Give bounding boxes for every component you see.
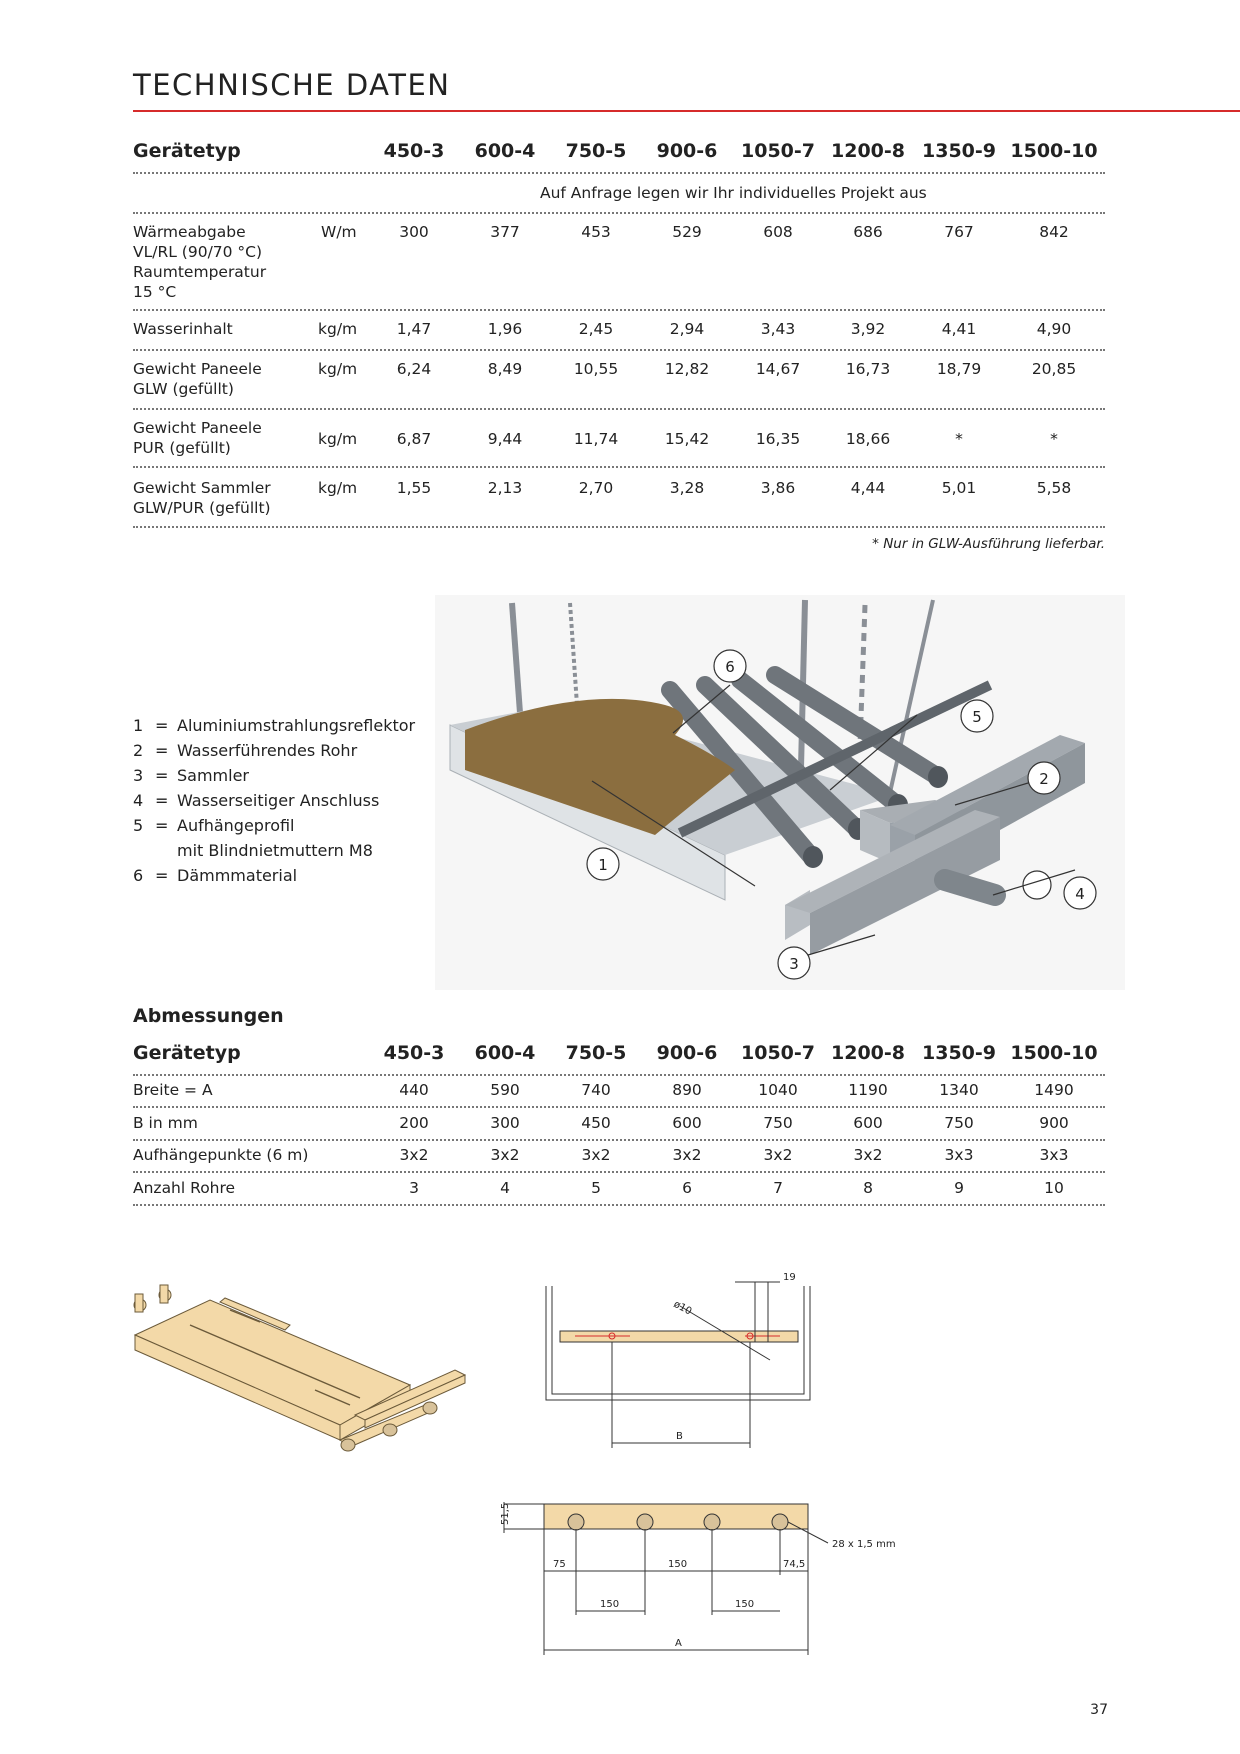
- cell: 3x2: [581, 1146, 611, 1164]
- type-col: 600-4: [474, 1042, 536, 1064]
- cell: 4,44: [850, 479, 886, 497]
- row-label: Gewicht Paneele PUR (gefüllt): [133, 419, 262, 457]
- cell: 2,45: [578, 320, 614, 338]
- type-col: 900-6: [656, 1042, 718, 1064]
- type-col: 1350-9: [922, 140, 996, 162]
- footnote: * Nur in GLW-Ausführung lieferbar.: [872, 536, 1105, 552]
- panel-illustration: [435, 595, 1125, 990]
- cell: 608: [763, 223, 793, 241]
- cell: 600: [672, 1114, 702, 1132]
- cell: 16,73: [845, 360, 891, 378]
- type-col: 450-3: [383, 140, 445, 162]
- divider: [133, 1204, 1105, 1206]
- cell: 9: [954, 1179, 964, 1197]
- cell: 529: [672, 223, 702, 241]
- cell: 740: [581, 1081, 611, 1099]
- cell: 900: [1039, 1114, 1069, 1132]
- cell: 3x2: [763, 1146, 793, 1164]
- diameter-label: ø10: [671, 1298, 694, 1318]
- cell: 6,24: [396, 360, 432, 378]
- cell: 18,79: [936, 360, 982, 378]
- row-label: Gewicht Paneele GLW (gefüllt): [133, 360, 262, 398]
- dim-150-right-label: 150: [735, 1599, 755, 1610]
- cell: *: [1050, 430, 1058, 448]
- header-label: Gerätetyp: [133, 140, 241, 162]
- type-col: 900-6: [656, 140, 718, 162]
- cell: 686: [853, 223, 883, 241]
- cell: 3x2: [853, 1146, 883, 1164]
- type-col: 750-5: [565, 1042, 627, 1064]
- cell: 5,58: [1036, 479, 1072, 497]
- cell: 11,74: [573, 430, 619, 448]
- page-title: TECHNISCHE DATEN: [133, 68, 451, 102]
- cell: 14,67: [755, 360, 801, 378]
- divider: [133, 349, 1105, 351]
- row-unit: W/m: [321, 223, 357, 241]
- type-col: 1350-9: [922, 1042, 996, 1064]
- row-label: Gewicht Sammler GLW/PUR (gefüllt): [133, 479, 271, 517]
- callout-1: 1: [598, 856, 608, 874]
- cell: 1,55: [396, 479, 432, 497]
- cell: 1,96: [487, 320, 523, 338]
- row-label: B in mm: [133, 1114, 198, 1132]
- cell: 200: [399, 1114, 429, 1132]
- cell: 590: [490, 1081, 520, 1099]
- cell: 2,70: [578, 479, 614, 497]
- cell: 453: [581, 223, 611, 241]
- divider: [133, 1139, 1105, 1141]
- cell: 3: [409, 1179, 419, 1197]
- panel-isometric-drawing: [130, 1280, 470, 1460]
- cell: 16,35: [755, 430, 801, 448]
- cell: 750: [763, 1114, 793, 1132]
- dim-74-5-label: 74,5: [783, 1559, 806, 1570]
- cell: 842: [1039, 223, 1069, 241]
- cell: 5: [591, 1179, 601, 1197]
- cell: 7: [773, 1179, 783, 1197]
- cell: 750: [944, 1114, 974, 1132]
- cell: 450: [581, 1114, 611, 1132]
- row-label: Wärmeabgabe VL/RL (90/70 °C) Raumtemperatur 15 °C: [133, 223, 267, 301]
- type-col: 750-5: [565, 140, 627, 162]
- type-col: 600-4: [474, 140, 536, 162]
- row-label: Aufhängepunkte (6 m): [133, 1146, 309, 1164]
- cell: 8: [863, 1179, 873, 1197]
- cell: 3x3: [1039, 1146, 1069, 1164]
- cell: 1190: [848, 1081, 888, 1099]
- cell: 1490: [1034, 1081, 1074, 1099]
- callout-6: 6: [725, 658, 735, 676]
- dim-150-left-label: 150: [600, 1599, 620, 1610]
- dim-a-label: A: [675, 1638, 682, 1649]
- cell: 2,94: [669, 320, 705, 338]
- row-unit: kg/m: [318, 320, 358, 338]
- type-col: 1200-8: [831, 1042, 905, 1064]
- callout-5: 5: [972, 708, 982, 726]
- dim-150-label: 150: [668, 1559, 688, 1570]
- cell: 3x2: [672, 1146, 702, 1164]
- cell: 3,92: [850, 320, 886, 338]
- cell: 3x2: [490, 1146, 520, 1164]
- dim-75-label: 75: [553, 1559, 566, 1570]
- row-label: Anzahl Rohre: [133, 1179, 236, 1197]
- callout-3: 3: [789, 955, 799, 973]
- cell: 4,41: [941, 320, 977, 338]
- page-number: 37: [1090, 1702, 1108, 1718]
- cell: 300: [399, 223, 429, 241]
- type-col: 1050-7: [741, 140, 815, 162]
- cell: 2,13: [487, 479, 523, 497]
- divider: [133, 466, 1105, 468]
- cell: 4: [500, 1179, 510, 1197]
- callout-2: 2: [1039, 770, 1049, 788]
- callout-4: 4: [1075, 885, 1085, 903]
- cell: 6: [682, 1179, 692, 1197]
- title-rule: [133, 110, 1240, 112]
- divider: [133, 1171, 1105, 1173]
- cell: 1340: [939, 1081, 979, 1099]
- cell: 8,49: [487, 360, 523, 378]
- divider: [133, 172, 1105, 174]
- top-view-drawing: [540, 1268, 840, 1458]
- cell: 5,01: [941, 479, 977, 497]
- type-col: 1050-7: [741, 1042, 815, 1064]
- divider: [133, 1074, 1105, 1076]
- cell: 767: [944, 223, 974, 241]
- cell: 12,82: [664, 360, 710, 378]
- cell: 9,44: [487, 430, 523, 448]
- cell: 890: [672, 1081, 702, 1099]
- cell: 10,55: [573, 360, 619, 378]
- divider: [133, 408, 1105, 410]
- type-col: 1200-8: [831, 140, 905, 162]
- cell: 3,86: [760, 479, 796, 497]
- height-label: 51,5: [500, 1502, 511, 1525]
- cell: 18,66: [845, 430, 891, 448]
- cell: 3x2: [399, 1146, 429, 1164]
- row-label: Wasserinhalt: [133, 320, 233, 338]
- cell: 440: [399, 1081, 429, 1099]
- cell: 3,43: [760, 320, 796, 338]
- divider: [133, 526, 1105, 528]
- divider: [133, 309, 1105, 311]
- cell: 1040: [758, 1081, 798, 1099]
- dim-b-label: B: [676, 1431, 683, 1442]
- divider: [133, 212, 1105, 214]
- header-label: Gerätetyp: [133, 1042, 241, 1064]
- cell: 377: [490, 223, 520, 241]
- cell: 300: [490, 1114, 520, 1132]
- project-note: Auf Anfrage legen wir Ihr individuelles Projekt aus: [540, 184, 927, 202]
- row-unit: kg/m: [318, 360, 358, 378]
- dim-19-label: 19: [783, 1272, 796, 1283]
- type-col: 1500-10: [1010, 140, 1098, 162]
- cell: 600: [853, 1114, 883, 1132]
- divider: [133, 1106, 1105, 1108]
- row-unit: kg/m: [318, 479, 358, 497]
- pipe-size-label: 28 x 1,5 mm: [832, 1539, 896, 1550]
- cell: 20,85: [1031, 360, 1077, 378]
- row-unit: kg/m: [318, 430, 358, 448]
- cell: 1,47: [396, 320, 432, 338]
- row-label: Breite = A: [133, 1081, 213, 1099]
- cell: 10: [1044, 1179, 1064, 1197]
- cell: 6,87: [396, 430, 432, 448]
- cell: 15,42: [664, 430, 710, 448]
- cell: 3,28: [669, 479, 705, 497]
- section-title: Abmessungen: [133, 1005, 284, 1027]
- type-col: 450-3: [383, 1042, 445, 1064]
- cell: 3x3: [944, 1146, 974, 1164]
- cell: 4,90: [1036, 320, 1072, 338]
- cell: *: [955, 430, 963, 448]
- type-col: 1500-10: [1010, 1042, 1098, 1064]
- section-drawing: [490, 1495, 910, 1665]
